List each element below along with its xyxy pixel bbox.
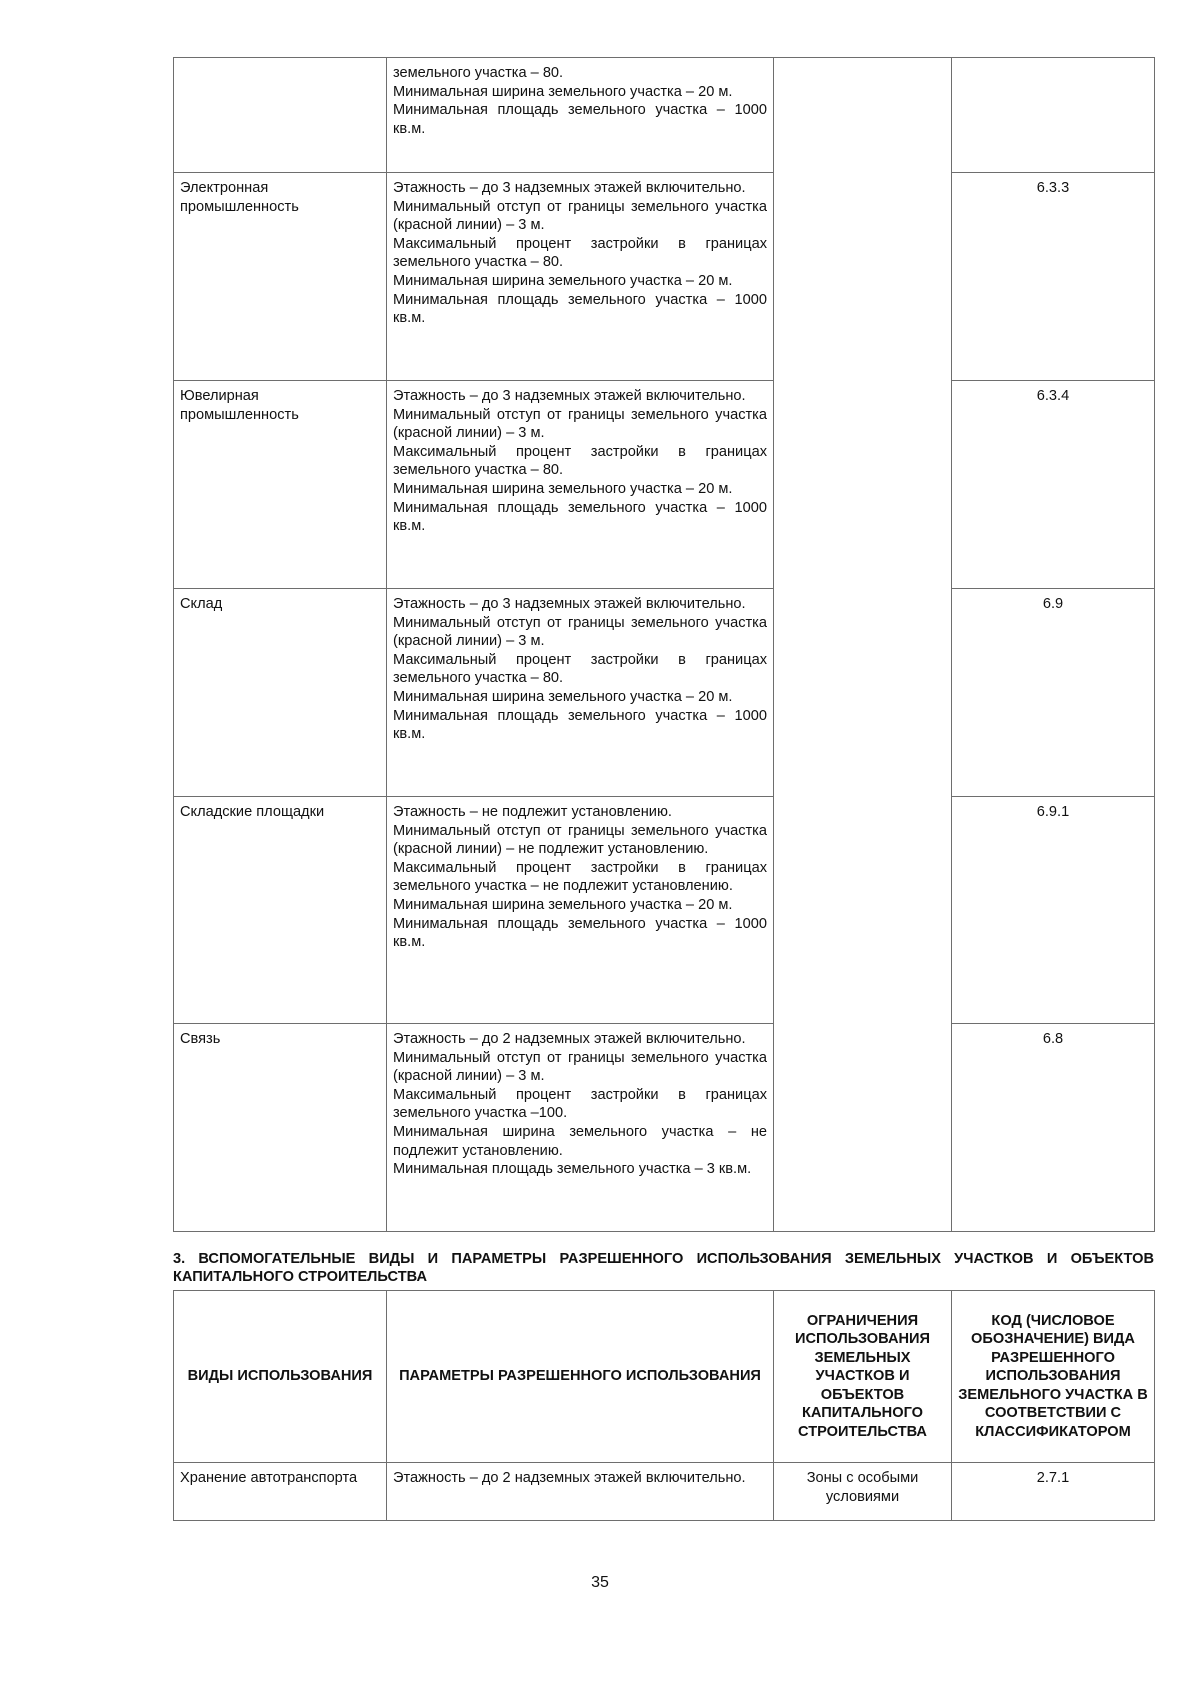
code-cell: 6.9 [952,589,1155,797]
params-cell [387,1024,774,1232]
use-type-cell: Складские площадки [174,797,387,1024]
section-title: 3. ВСПОМОГАТЕЛЬНЫЕ ВИДЫ И ПАРАМЕТРЫ РАЗРЕШЕННОГО ИСПОЛЬЗОВАНИЯ ЗЕМЕЛЬНЫХ УЧАСТКОВ И ОБЪЕКТОВ КАПИТАЛЬНОГО СТРОИТЕЛЬСТВА [173,1251,1154,1285]
auxiliary-uses-table [173,1290,1155,1521]
param-line: Минимальная площадь земельного участка – 1000 кв.м. [393,499,767,535]
table-row [174,1463,1155,1521]
code-cell: 6.3.4 [952,381,1155,589]
param-line: Этажность – до 2 надземных этажей включительно. [393,1470,746,1486]
use-type-cell: Склад [174,589,387,797]
param-line: Минимальный отступ от границы земельного участка (красной линии) – не подлежит установлению. [393,822,767,858]
param-line: Максимальный процент застройки в границах земельного участка – 80. [393,443,767,479]
params-cell [387,589,774,797]
use-type-cell: Электронная промышленность [174,173,387,381]
param-line: Минимальная площадь земельного участка – 1000 кв.м. [393,291,767,327]
param-line: Этажность – до 3 надземных этажей включительно. [393,596,746,612]
use-type-cell: Связь [174,1024,387,1232]
param-line: Минимальная ширина земельного участка – 20 м. [393,272,733,289]
code-cell: 2.7.1 [952,1463,1155,1521]
params-cell [387,58,774,173]
param-line: Минимальная ширина земельного участка – 20 м. [393,480,733,497]
param-line: земельного участка – 80. [393,65,564,81]
restrictions-cell: Зоны с особыми условиями [774,1463,952,1521]
code-cell: 6.8 [952,1024,1155,1232]
param-line: Минимальный отступ от границы земельного участка (красной линии) – 3 м. [393,198,767,234]
table-row [174,173,1155,381]
page-number: 35 [591,1574,609,1591]
param-line: Максимальный процент застройки в границах земельного участка –100. [393,1086,767,1122]
param-line: Минимальная ширина земельного участка – не подлежит установлению. [393,1123,767,1159]
column-header-code: КОД (ЧИСЛОВОЕ ОБОЗНАЧЕНИЕ) ВИДА РАЗРЕШЕННОГО ИСПОЛЬЗОВАНИЯ ЗЕМЕЛЬНОГО УЧАСТКА В СООТВЕТСТВИИ С КЛАССИФИКАТОРОМ [952,1291,1155,1463]
params-cell [387,173,774,381]
param-line: Минимальный отступ от границы земельного участка (красной линии) – 3 м. [393,614,767,650]
param-line: Максимальный процент застройки в границах земельного участка – 80. [393,651,767,687]
params-cell [387,381,774,589]
code-cell: 6.9.1 [952,797,1155,1024]
table-row [174,1024,1155,1232]
param-line: Минимальная ширина земельного участка – 20 м. [393,688,733,705]
param-line: Минимальная площадь земельного участка – 1000 кв.м. [393,102,767,137]
param-line: Этажность – не подлежит установлению. [393,804,672,820]
code-cell [952,58,1155,173]
use-type-cell: Хранение автотранспорта [174,1463,387,1521]
param-line: Этажность – до 3 надземных этажей включительно. [393,180,746,196]
restrictions-cell [774,58,952,1232]
param-line: Минимальный отступ от границы земельного участка (красной линии) – 3 м. [393,1049,767,1085]
use-type-cell: Ювелирная промышленность [174,381,387,589]
param-line: Минимальная ширина земельного участка – 20 м. [393,83,733,100]
use-type-cell [174,58,387,173]
param-line: Минимальная площадь земельного участка – 1000 кв.м. [393,915,767,951]
param-line: Минимальная площадь земельного участка – 3 кв.м. [393,1161,752,1178]
param-line: Минимальная площадь земельного участка – 1000 кв.м. [393,707,767,743]
code-cell: 6.3.3 [952,173,1155,381]
param-line: Этажность – до 3 надземных этажей включительно. [393,388,746,404]
table-header-row [174,1291,1155,1463]
param-line: Максимальный процент застройки в границах земельного участка – 80. [393,235,767,271]
params-cell [387,797,774,1024]
param-line: Минимальная ширина земельного участка – 20 м. [393,896,733,913]
param-line: Этажность – до 2 надземных этажей включительно. [393,1031,746,1047]
param-line: Минимальный отступ от границы земельного участка (красной линии) – 3 м. [393,406,767,442]
table-row [174,797,1155,1024]
table-row [174,381,1155,589]
param-line: Максимальный процент застройки в границах земельного участка – не подлежит установлению. [393,859,767,895]
permitted-uses-table [173,57,1155,1232]
column-header-params: ПАРАМЕТРЫ РАЗРЕШЕННОГО ИСПОЛЬЗОВАНИЯ [387,1291,774,1463]
table-row [174,589,1155,797]
column-header-restrictions: ОГРАНИЧЕНИЯ ИСПОЛЬЗОВАНИЯ ЗЕМЕЛЬНЫХ УЧАСТКОВ И ОБЪЕКТОВ КАПИТАЛЬНОГО СТРОИТЕЛЬСТВА [774,1291,952,1463]
params-cell [387,1463,774,1521]
table-row [174,58,1155,173]
column-header-types: ВИДЫ ИСПОЛЬЗОВАНИЯ [174,1291,387,1463]
